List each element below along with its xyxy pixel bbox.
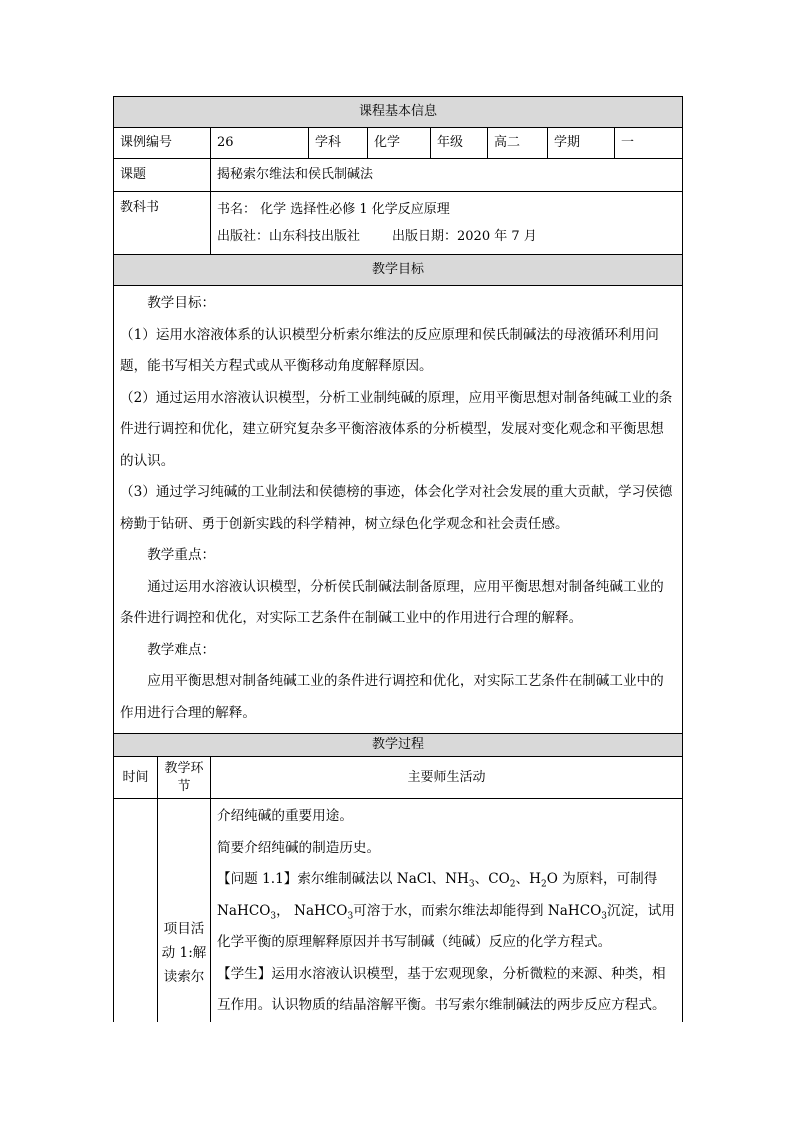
activity-line-1: 介绍纯碱的重要用途。 — [217, 808, 353, 824]
goals-content — [114, 286, 683, 734]
header-row — [114, 97, 683, 128]
key-points-heading: 教学重点： — [147, 547, 216, 563]
section-title-basic-info: 课程基本信息 — [114, 97, 683, 128]
lesson-document — [113, 96, 682, 1022]
activity-cell — [211, 799, 683, 1022]
difficulties-heading: 教学难点： — [147, 641, 216, 658]
textbook-label: 教科书 — [114, 192, 211, 255]
difficulties-text: 应用平衡思想对制备纯碱工业的条件进行调控和优化，对实际工艺条件在制碱工业中的作用进行合理的解释。 — [120, 673, 664, 721]
textbook-date: 出版日期：2020 年 7 月 — [392, 229, 537, 244]
textbook-row — [114, 192, 683, 255]
key-points-text: 通过运用水溶液认识模型，分析侯氏制碱法制备原理，应用平衡思想对制备纯碱工业的条件进行调控和优化，对实际工艺条件在制碱工业中的作用进行合理的解释。 — [120, 578, 664, 626]
code-label: 课例编号 — [114, 128, 211, 159]
stage-cell: 项目活动 1:解读索尔 — [158, 799, 211, 1022]
col-header-time: 时间 — [114, 757, 158, 799]
section-title-goals: 教学目标 — [114, 255, 683, 286]
goal-item-2: （2）通过运用水溶液认识模型，分析工业制纯碱的原理，应用平衡思想对制备纯碱工业的条件进行调控和优化，建立研究复杂多平衡溶液体系的分析模型，发展对变化观念和平衡思想的认识。 — [120, 389, 673, 469]
process-row-1 — [114, 799, 683, 1022]
time-cell — [114, 799, 158, 1022]
textbook-name: 书名： 化学 选择性必修 1 化学反应原理 — [217, 202, 450, 217]
subject-value: 化学 — [368, 128, 431, 159]
goals-heading: 教学目标： — [147, 295, 216, 311]
goals-header-row — [114, 255, 683, 286]
process-header-row — [114, 734, 683, 757]
student-tag: 【学生】 — [217, 965, 272, 982]
textbook-publisher: 出版社：山东科技出版社 — [217, 229, 361, 244]
grade-value: 高二 — [488, 128, 548, 159]
topic-row — [114, 159, 683, 192]
question-1-1: 【问题 1.1】索尔维制碱法以 NaCl、$NH_3$、$CO_2$、$H_2O$ 为原料，可制得 NaHCO$_3$， NaHCO$_3$可溶于水，而索尔维法却能得到 NaHCO$_3$沉淀，试用化学平衡的原理解释原因并书写制碱（纯碱）反应的化学方程式。 — [217, 871, 675, 950]
info-row — [114, 128, 683, 159]
topic-label: 课题 — [114, 159, 211, 192]
col-header-activity: 主要师生活动 — [211, 757, 683, 799]
code-value: 26 — [211, 128, 309, 159]
process-columns-row — [114, 757, 683, 799]
lesson-table — [113, 96, 683, 1022]
activity-line-2: 简要介绍纯碱的制造历史。 — [217, 839, 381, 856]
goal-item-1: （1）运用水溶液体系的认识模型分析索尔维法的反应原理和侯氏制碱法的母液循环利用问题，能书写相关方程式或从平衡移动角度解释原因。 — [120, 326, 659, 374]
goals-content-row — [114, 286, 683, 734]
textbook-value — [211, 192, 683, 255]
textbook-publish-line — [217, 223, 676, 250]
subject-label: 学科 — [309, 128, 368, 159]
topic-value: 揭秘索尔维法和侯氏制碱法 — [211, 159, 683, 192]
col-header-stage: 教学环节 — [158, 757, 211, 799]
grade-label: 年级 — [431, 128, 488, 159]
goal-item-3: （3）通过学习纯碱的工业制法和侯德榜的事迹，体会化学对社会发展的重大贡献，学习侯德榜勤于钻研、勇于创新实践的科学精神，树立绿色化学观念和社会责任感。 — [120, 484, 673, 532]
student-activity: 【学生】运用水溶液认识模型，基于宏观现象，分析微粒的来源、种类，相互作用。认识物质的结晶溶解平衡。书写索尔维制碱法的两步反应方程式。 — [217, 965, 666, 1013]
term-value: 一 — [615, 128, 683, 159]
term-label: 学期 — [548, 128, 615, 159]
question-tag: 【问题 1.1】 — [217, 871, 298, 887]
section-title-process: 教学过程 — [114, 734, 683, 757]
